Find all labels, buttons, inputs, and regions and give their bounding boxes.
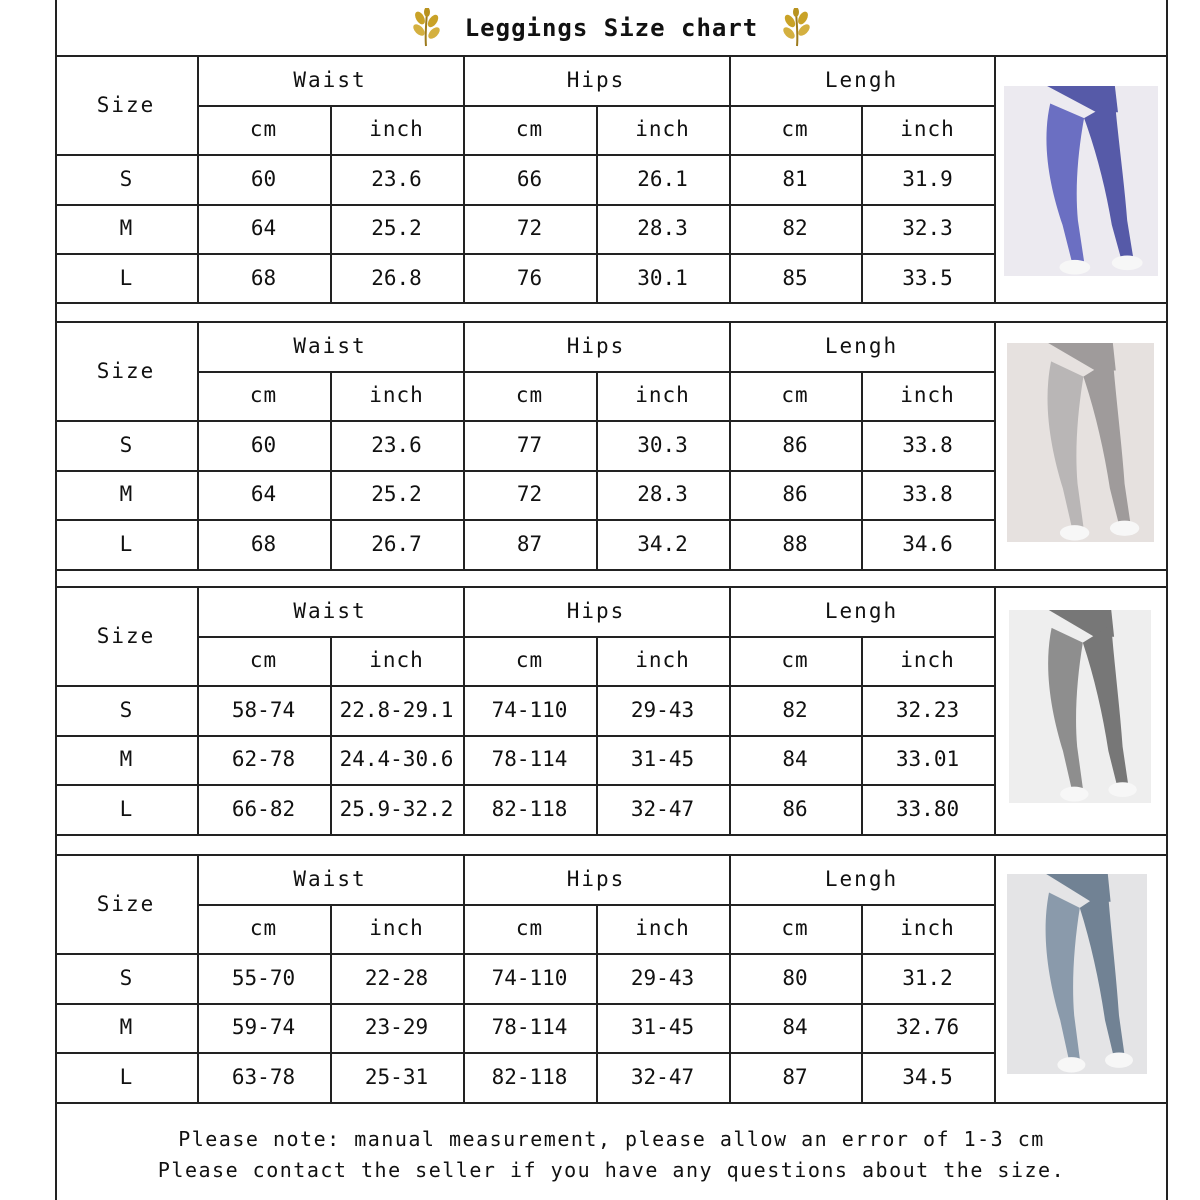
inch-header: inch: [900, 383, 955, 408]
length-header: Lengh: [824, 598, 899, 623]
hips-header: Hips: [566, 333, 626, 358]
length-inch-cell: 31.2: [902, 965, 953, 990]
length-cm-cell: 85: [782, 265, 808, 290]
length-cm-cell: 86: [782, 797, 808, 821]
page-title: Leggings Size chart: [464, 14, 759, 42]
inch-header: inch: [900, 117, 955, 142]
hips-inch-cell: 28.3: [637, 216, 688, 241]
waist-header: Waist: [293, 866, 367, 891]
waist-cm-cell: 68: [250, 532, 277, 556]
cm-header: cm: [781, 916, 809, 941]
hips-header: Hips: [566, 866, 626, 891]
hips-inch-cell: 28.3: [637, 482, 688, 507]
inch-header: inch: [369, 916, 424, 941]
waist-inch-cell: 25.9-32.2: [339, 797, 454, 821]
waist-inch-cell: 25-31: [364, 1065, 429, 1089]
length-inch-cell: 34.6: [902, 532, 953, 556]
cm-header: cm: [515, 916, 544, 941]
length-cm-cell: 86: [782, 482, 808, 507]
length-inch-cell: 32.3: [902, 216, 953, 241]
waist-inch-cell: 22-28: [364, 965, 429, 990]
waist-cm-cell: 59-74: [231, 1015, 296, 1040]
waist-cm-cell: 64: [250, 216, 277, 241]
size-cell: L: [119, 265, 133, 290]
waist-header: Waist: [293, 67, 367, 92]
size-note: [55, 1124, 1168, 1186]
length-cm-cell: 80: [782, 965, 808, 990]
length-inch-cell: 34.5: [902, 1065, 953, 1089]
waist-header: Waist: [293, 333, 367, 358]
hips-inch-cell: 31-45: [630, 1015, 695, 1040]
waist-cm-cell: 63-78: [231, 1065, 296, 1089]
hips-cm-cell: 78-114: [491, 1015, 568, 1040]
golden-leaf-branch-icon: [780, 8, 814, 48]
table-bottom-border: [55, 1102, 1168, 1104]
inch-header: inch: [635, 916, 690, 941]
size-cell: S: [119, 166, 133, 191]
size-cell: M: [119, 482, 133, 507]
inch-header: inch: [635, 383, 690, 408]
waist-cm-cell: 68: [250, 265, 277, 290]
size-cell: L: [119, 1065, 133, 1089]
size-header: Size: [96, 358, 156, 383]
hips-inch-cell: 29-43: [630, 697, 695, 722]
waist-inch-cell: 25.2: [371, 482, 422, 507]
inch-header: inch: [369, 648, 424, 673]
hips-cm-cell: 74-110: [491, 965, 568, 990]
length-cm-cell: 84: [782, 1015, 808, 1040]
cm-header: cm: [249, 648, 278, 673]
hips-cm-cell: 78-114: [491, 747, 568, 772]
inch-header: inch: [635, 648, 690, 673]
length-inch-cell: 32.76: [895, 1015, 960, 1040]
hips-header: Hips: [566, 67, 626, 92]
title-bar: [55, 0, 1168, 56]
waist-cm-cell: 58-74: [231, 697, 296, 722]
size-cell: M: [119, 747, 133, 772]
cm-header: cm: [515, 383, 544, 408]
column-divider: [994, 586, 996, 834]
size-cell: L: [119, 532, 133, 556]
cm-header: cm: [515, 648, 544, 673]
length-header: Lengh: [824, 333, 899, 358]
waist-inch-cell: 23.6: [371, 166, 422, 191]
inch-header: inch: [369, 383, 424, 408]
length-inch-cell: 33.8: [902, 482, 953, 507]
cm-header: cm: [781, 648, 809, 673]
length-cm-cell: 84: [782, 747, 808, 772]
size-cell: S: [119, 697, 133, 722]
cm-header: cm: [781, 117, 809, 142]
waist-cm-cell: 66-82: [231, 797, 296, 821]
waist-inch-cell: 26.8: [371, 265, 422, 290]
length-cm-cell: 87: [782, 1065, 808, 1089]
waist-cm-cell: 60: [250, 166, 277, 191]
length-inch-cell: 33.80: [895, 797, 960, 821]
hips-inch-cell: 30.3: [637, 432, 688, 457]
length-cm-cell: 81: [782, 166, 808, 191]
golden-leaf-branch-icon: [409, 8, 443, 48]
size-header: Size: [96, 891, 156, 916]
hips-cm-cell: 77: [516, 432, 543, 457]
waist-inch-cell: 24.4-30.6: [339, 747, 454, 772]
cm-header: cm: [249, 383, 278, 408]
note-line-measurement: Please note: manual measurement, please allow an error of 1-3 cm: [178, 1127, 1045, 1151]
inch-header: inch: [900, 916, 955, 941]
column-divider: [994, 55, 996, 302]
length-inch-cell: 31.9: [902, 166, 953, 191]
waist-inch-cell: 23.6: [371, 432, 422, 457]
size-header: Size: [96, 623, 156, 648]
waist-cm-cell: 64: [250, 482, 277, 507]
length-cm-cell: 88: [782, 532, 808, 556]
length-cm-cell: 82: [782, 697, 808, 722]
length-header: Lengh: [824, 866, 899, 891]
length-inch-cell: 33.8: [902, 432, 953, 457]
cm-header: cm: [781, 383, 809, 408]
hips-cm-cell: 87: [516, 532, 543, 556]
hips-cm-cell: 76: [516, 265, 543, 290]
hips-cm-cell: 72: [516, 482, 543, 507]
waist-inch-cell: 22.8-29.1: [339, 697, 454, 722]
hips-cm-cell: 72: [516, 216, 543, 241]
waist-cm-cell: 55-70: [231, 965, 296, 990]
table-bottom-border: [55, 834, 1168, 836]
hips-cm-cell: 66: [516, 166, 543, 191]
light-grey-leggings-photo: [1007, 343, 1154, 542]
length-inch-cell: 33.01: [895, 747, 960, 772]
column-divider: [994, 854, 996, 1102]
waist-cm-cell: 62-78: [231, 747, 296, 772]
size-header: Size: [96, 92, 156, 117]
hips-cm-cell: 82-118: [491, 797, 568, 821]
waist-cm-cell: 60: [250, 432, 277, 457]
blue-grey-leggings-photo: [1007, 874, 1147, 1074]
hips-inch-cell: 26.1: [637, 166, 688, 191]
table-bottom-border: [55, 569, 1168, 571]
grey-leggings-photo: [1009, 610, 1151, 803]
waist-header: Waist: [293, 598, 367, 623]
hips-header: Hips: [566, 598, 626, 623]
hips-inch-cell: 30.1: [637, 265, 688, 290]
waist-inch-cell: 23-29: [364, 1015, 429, 1040]
column-divider: [994, 321, 996, 569]
hips-inch-cell: 32-47: [630, 797, 695, 821]
length-inch-cell: 32.23: [895, 697, 960, 722]
size-cell: S: [119, 965, 133, 990]
size-cell: L: [119, 797, 133, 821]
cm-header: cm: [249, 117, 278, 142]
hips-cm-cell: 74-110: [491, 697, 568, 722]
purple-leggings-photo: [1004, 86, 1158, 276]
inch-header: inch: [635, 117, 690, 142]
cm-header: cm: [515, 117, 544, 142]
length-header: Lengh: [824, 67, 899, 92]
hips-inch-cell: 32-47: [630, 1065, 695, 1089]
length-cm-cell: 86: [782, 432, 808, 457]
note-line-contact: Please contact the seller if you have any questions about the size.: [157, 1158, 1066, 1182]
size-cell: M: [119, 1015, 133, 1040]
inch-header: inch: [369, 117, 424, 142]
hips-inch-cell: 34.2: [637, 532, 688, 556]
length-cm-cell: 82: [782, 216, 808, 241]
hips-cm-cell: 82-118: [491, 1065, 568, 1089]
table-bottom-border: [55, 302, 1168, 304]
size-cell: M: [119, 216, 133, 241]
hips-inch-cell: 31-45: [630, 747, 695, 772]
waist-inch-cell: 25.2: [371, 216, 422, 241]
hips-inch-cell: 29-43: [630, 965, 695, 990]
cm-header: cm: [249, 916, 278, 941]
inch-header: inch: [900, 648, 955, 673]
length-inch-cell: 33.5: [902, 265, 953, 290]
size-cell: S: [119, 432, 133, 457]
waist-inch-cell: 26.7: [371, 532, 422, 556]
